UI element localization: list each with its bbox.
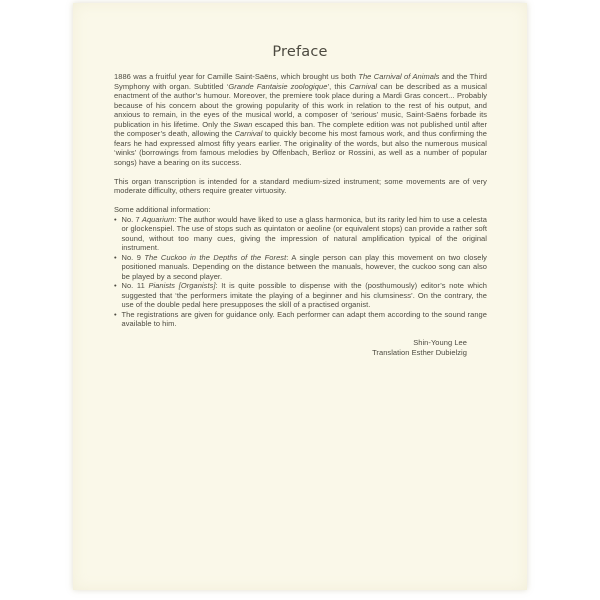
page-title: Preface: [272, 44, 328, 60]
preface-body: [114, 72, 487, 357]
notes-list: [114, 215, 487, 329]
paragraph-history: 1886 was a fruitful year for Camille Saint-Saëns, which brought us both The Carnival of Animals and the Third Symphony with organ. Subtitled ‘Grande Fantaisie zoologique’, this Carnival can be described as a musical enactment of the author’s humour. Moreover, the premiere took place during a Mardi Gras concert... Probably because of his concern about the growing popularity of this work in relation to the rest of his output, and anxious to remain, in the eyes of the musical world, a composer of ‘serious’ music, Saint-Saëns forbade its publication in his lifetime. Only the Swan escaped this ban. The complete edition was not published until after the composer’s death, allowing the Carnival to quickly become his most famous work, and thus confirming the fears he had expressed almost fifty years earlier. The originality of the words, but also the numerous musical ‘winks’ (borrowings from famous melodies by Offenbach, Berlioz or Rossini, as well as a number of popular songs) have a bearing on its success.: [114, 72, 487, 167]
paragraph-transcription: This organ transcription is intended for a standard medium-sized instrument; some movements are of very moderate difficulty, others require greater virtuosity.: [114, 176, 487, 195]
additional-info-heading: Some additional information:: [114, 205, 211, 214]
author-name: Shin-Young Lee: [413, 338, 467, 347]
translator-credit: Translation Esther Dubielzig: [372, 347, 467, 357]
note-registrations: • The registrations are given for guidance only. Each performer can adapt them according to the sound range available to him.: [114, 310, 487, 329]
signature-block: [114, 338, 487, 357]
note-cuckoo: • No. 9 The Cuckoo in the Depths of the Forest: A single person can play this movement on two closely positioned manuals. Depending on the distance between the manuals, however, the cuckoo song can also be played by a second player.: [114, 253, 487, 282]
note-aquarium: • No. 7 Aquarium: The author would have liked to use a glass harmonica, but its rarity led him to use a celesta or glockenspiel. The use of stops such as quintaton or aeoline (or equivalent stops) can provide a rather soft sound, without too many cues, giving the impression of natural amplification typical of the original instrument.: [114, 215, 487, 253]
note-pianists: • No. 11 Pianists [Organists]: It is quite possible to dispense with the (posthumously) editor’s note which suggested that ‘the performers imitate the playing of a beginner and his clumsiness’. On the contrary, the use of the double pedal here presupposes the skill of a practised organist.: [114, 281, 487, 310]
preface-page: [73, 3, 527, 590]
